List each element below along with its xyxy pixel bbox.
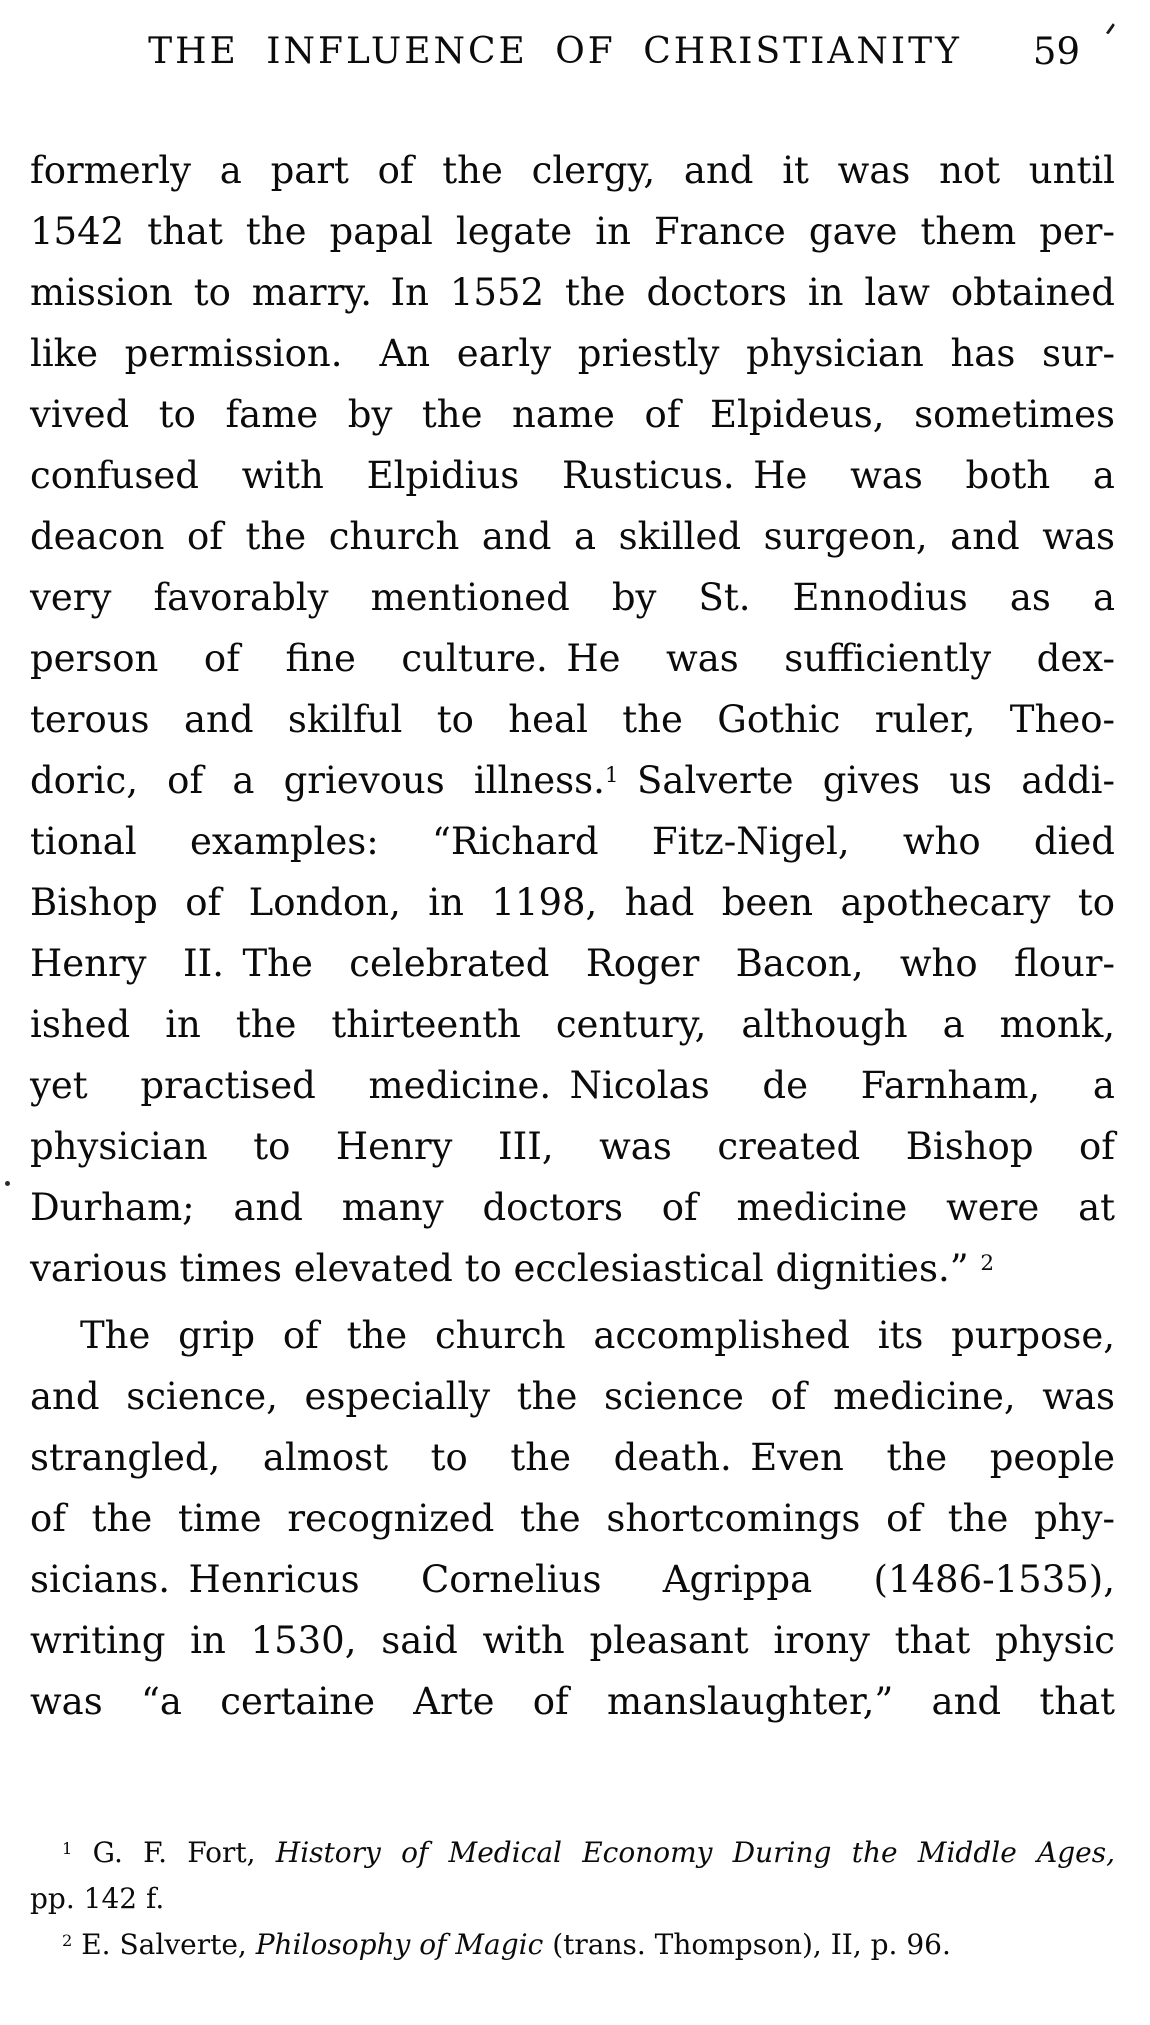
running-title: THE INFLUENCE OF CHRISTIANITY bbox=[148, 31, 962, 72]
text-line: of the time recognized the shortcomings of the phy- bbox=[30, 1497, 1115, 1540]
page-number: 59 bbox=[1032, 30, 1080, 73]
text-line: The grip of the church accomplished its purpose, bbox=[80, 1314, 1115, 1357]
scan-artifact-tick bbox=[1098, 17, 1116, 34]
text-line: terous and skilful to heal the Gothic ruler, Theo- bbox=[30, 698, 1115, 741]
text-line: tional examples: “Richard Fitz-Nigel, who died bbox=[30, 820, 1115, 863]
footnotes bbox=[30, 1830, 1115, 1968]
text-line: sicians. Henricus Cornelius Agrippa (1486-1535), bbox=[30, 1558, 1115, 1601]
text-line: person of fine culture. He was sufficiently dex- bbox=[30, 637, 1115, 680]
text-line: deacon of the church and a skilled surgeon, and was bbox=[30, 515, 1115, 558]
text-line: writing in 1530, said with pleasant irony that physic bbox=[30, 1619, 1115, 1662]
text-line: Henry II. The celebrated Roger Bacon, who flour- bbox=[30, 942, 1115, 985]
footnote-line: pp. 142 f. bbox=[30, 1882, 165, 1915]
text-line: strangled, almost to the death. Even the people bbox=[30, 1436, 1115, 1479]
scan-speck bbox=[5, 1181, 10, 1186]
footnote-line: $^1$ G. F. Fort, History of Medical Economy During the Middle Ages, bbox=[62, 1836, 1115, 1869]
text-line: various times elevated to ecclesiastical dignities.” $^2$ bbox=[30, 1247, 995, 1290]
text-line: very favorably mentioned by St. Ennodius as a bbox=[30, 576, 1115, 619]
footnote-line: $^2$ E. Salverte, Philosophy of Magic (trans. Thompson), II, p. 96. bbox=[62, 1928, 951, 1961]
text-line: like permission. An early priestly physician has sur- bbox=[30, 332, 1115, 375]
footnote-reference: 1 bbox=[604, 762, 619, 788]
footnote-reference: 2 bbox=[980, 1250, 995, 1276]
text-line: physician to Henry III, was created Bishop of bbox=[30, 1125, 1115, 1168]
page-header bbox=[30, 30, 1080, 78]
paragraph-1 bbox=[30, 140, 1115, 1299]
text-line: and science, especially the science of medicine, was bbox=[30, 1375, 1115, 1418]
text-line: Durham; and many doctors of medicine were at bbox=[30, 1186, 1115, 1229]
text-line: 1542 that the papal legate in France gave them per- bbox=[30, 210, 1115, 253]
text-line: vived to fame by the name of Elpideus, sometimes bbox=[30, 393, 1115, 436]
text-line: confused with Elpidius Rusticus. He was both a bbox=[30, 454, 1115, 497]
body-text bbox=[30, 140, 1115, 1732]
paragraph-2 bbox=[30, 1305, 1115, 1732]
text-line: mission to marry. In 1552 the doctors in law obtained bbox=[30, 271, 1115, 314]
footnote-reference: 2 bbox=[62, 1930, 73, 1950]
text-line: Bishop of London, in 1198, had been apothecary to bbox=[30, 881, 1115, 924]
text-line: formerly a part of the clergy, and it was not until bbox=[30, 149, 1115, 192]
text-line: doric, of a grievous illness.$^1$ Salverte gives us addi- bbox=[30, 759, 1115, 802]
footnote-reference: 1 bbox=[62, 1838, 73, 1858]
text-line: was “a certaine Arte of manslaughter,” and that bbox=[30, 1680, 1115, 1723]
text-line: ished in the thirteenth century, although a monk, bbox=[30, 1003, 1115, 1046]
text-line: yet practised medicine. Nicolas de Farnham, a bbox=[30, 1064, 1115, 1107]
